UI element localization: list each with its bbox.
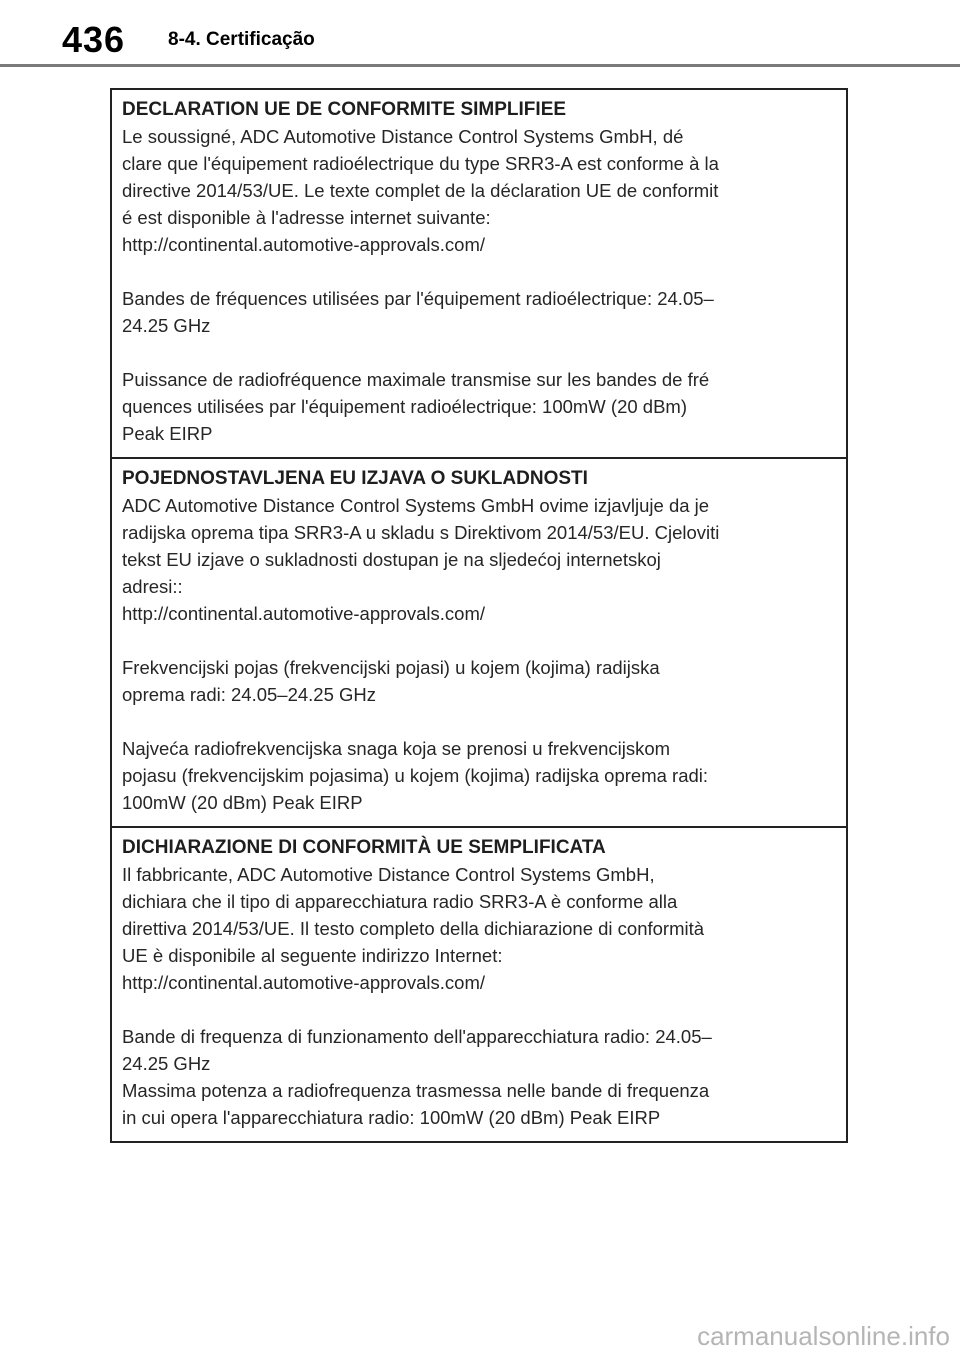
declaration-line: UE è disponibile al seguente indirizzo Internet: — [122, 945, 503, 966]
declaration-line: Le soussigné, ADC Automotive Distance Control Systems GmbH, dé — [122, 126, 684, 147]
declaration-line: Massima potenza a radiofrequenza trasmessa nelle bande di frequenza — [122, 1080, 710, 1101]
paragraph-gap — [122, 258, 836, 285]
declaration-line: Najveća radiofrekvencijska snaga koja se prenosi u frekvencijskom — [122, 738, 671, 759]
paragraph-gap — [122, 339, 836, 366]
paragraph-gap — [122, 708, 836, 735]
section-title: 8-4. Certificação — [168, 29, 315, 50]
page-number: 436 — [62, 19, 126, 60]
page-header — [0, 0, 960, 66]
declaration-line: in cui opera l'apparecchiatura radio: 100mW (20 dBm) Peak EIRP — [122, 1107, 661, 1128]
declaration-url: http://continental.automotive-approvals.com/ — [122, 972, 485, 993]
declaration-italian — [112, 828, 846, 1141]
declaration-line: ADC Automotive Distance Control Systems GmbH ovime izjavljuje da je — [122, 495, 710, 516]
declaration-line: oprema radi: 24.05–24.25 GHz — [122, 684, 377, 705]
declaration-url: http://continental.automotive-approvals.com/ — [122, 603, 485, 624]
declaration-line: Peak EIRP — [122, 423, 213, 444]
declaration-line: Il fabbricante, ADC Automotive Distance Control Systems GmbH, — [122, 864, 655, 885]
declaration-url: http://continental.automotive-approvals.com/ — [122, 234, 485, 255]
declaration-heading: DECLARATION UE DE CONFORMITE SIMPLIFIEE — [122, 99, 567, 120]
declaration-line: 24.25 GHz — [122, 1053, 211, 1074]
declaration-heading: POJEDNOSTAVLJENA EU IZJAVA O SUKLADNOSTI — [122, 468, 588, 489]
declaration-line: pojasu (frekvencijskim pojasima) u kojem (kojima) radijska oprema radi: — [122, 765, 709, 786]
declaration-line: radijska oprema tipa SRR3-A u skladu s Direktivom 2014/53/EU. Cjeloviti — [122, 522, 720, 543]
declarations-box — [110, 88, 848, 1143]
declaration-croatian — [112, 459, 846, 828]
declaration-line: directive 2014/53/UE. Le texte complet de la déclaration UE de conformit — [122, 180, 719, 201]
declaration-line: é est disponible à l'adresse internet suivante: — [122, 207, 491, 228]
paragraph-gap — [122, 996, 836, 1023]
declaration-line: 100mW (20 dBm) Peak EIRP — [122, 792, 363, 813]
declaration-line: clare que l'équipement radioélectrique du type SRR3-A est conforme à la — [122, 153, 719, 174]
declaration-french — [112, 90, 846, 459]
declaration-line: Bandes de fréquences utilisées par l'équipement radioélectrique: 24.05– — [122, 288, 714, 309]
declaration-line: Puissance de radiofréquence maximale transmise sur les bandes de fré — [122, 369, 710, 390]
declaration-line: quences utilisées par l'équipement radioélectrique: 100mW (20 dBm) — [122, 396, 687, 417]
declaration-line: 24.25 GHz — [122, 315, 211, 336]
declaration-line: dichiara che il tipo di apparecchiatura radio SRR3-A è conforme alla — [122, 891, 678, 912]
declaration-line: adresi:: — [122, 576, 183, 597]
watermark-text: carmanualsonline.info — [697, 1321, 950, 1351]
paragraph-gap — [122, 627, 836, 654]
declaration-line: Frekvencijski pojas (frekvencijski pojasi) u kojem (kojima) radijska — [122, 657, 660, 678]
declaration-line: tekst EU izjave o sukladnosti dostupan je na sljedećoj internetskoj — [122, 549, 661, 570]
header-rule — [0, 64, 960, 67]
declaration-line: direttiva 2014/53/UE. Il testo completo della dichiarazione di conformità — [122, 918, 705, 939]
declaration-heading: DICHIARAZIONE DI CONFORMITÀ UE SEMPLIFICATA — [122, 837, 606, 858]
declaration-line: Bande di frequenza di funzionamento dell'apparecchiatura radio: 24.05– — [122, 1026, 712, 1047]
